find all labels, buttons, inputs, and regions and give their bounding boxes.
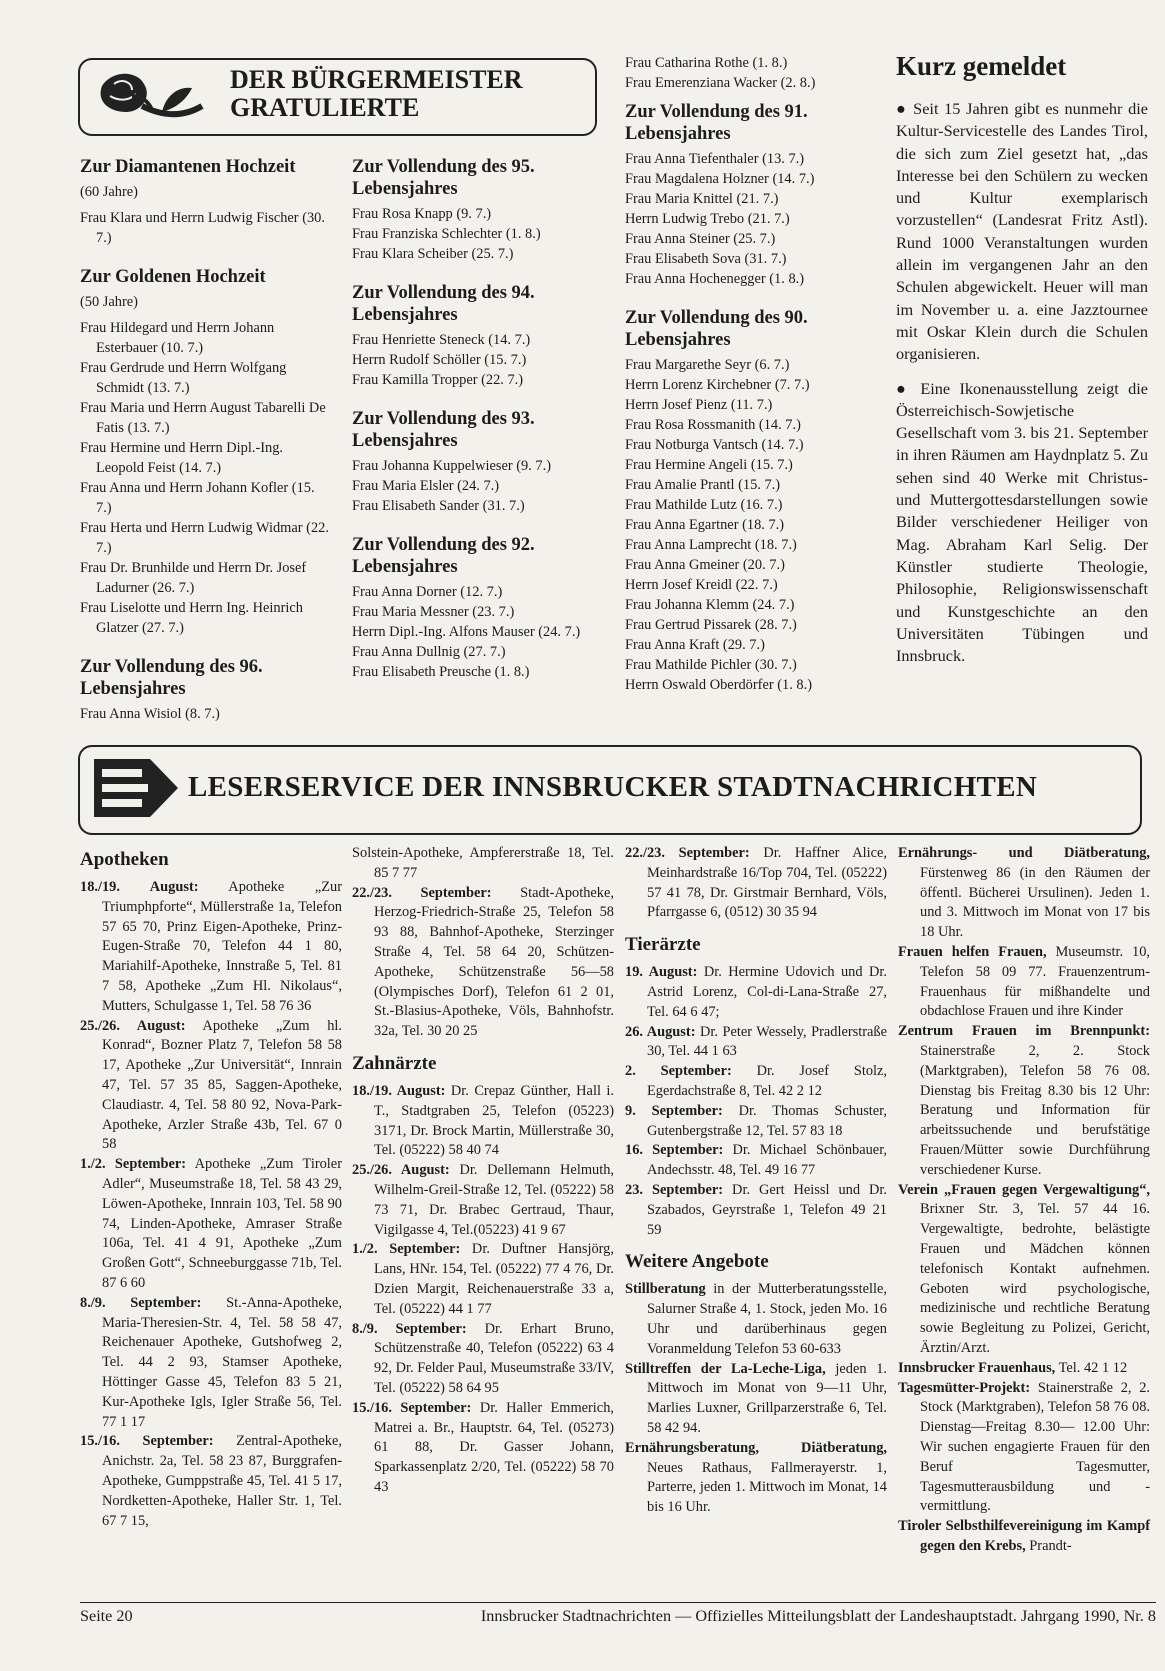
list-item: Frau Klara Scheiber (25. 7.) bbox=[352, 246, 514, 262]
entry-date: Stillberatung bbox=[625, 1281, 706, 1298]
entry-date: Zentrum Frauen im Brennpunkt: bbox=[898, 1023, 1150, 1040]
entry-date: 18./19. August: bbox=[352, 1082, 446, 1099]
list-item: Frau Anna Steiner (25. 7.) bbox=[625, 231, 776, 247]
entry-text: Dr. Haller Emmerich, Matrei a. Br., Hauptstr. 64, Tel. (05273) 61 88, Dr. Gasser Johann, Sparkassenplatz 2/20, Tel. (05222) 58 70 43 bbox=[374, 1399, 614, 1495]
list-item: Herrn Oswald Oberdörfer (1. 8.) bbox=[625, 677, 813, 693]
section-heading: Zur Vollendung des 90. Lebensjahres bbox=[625, 308, 808, 350]
list-item: Frau Anna Wisiol (8. 7.) bbox=[80, 706, 220, 722]
header-title-line2: GRATULIERTE bbox=[230, 93, 420, 122]
service-entry bbox=[80, 1155, 342, 1294]
arrow-logo-icon bbox=[92, 755, 182, 821]
entry-text: Dr. Duftner Hansjörg, Lans, HNr. 154, Tel. (05222) 77 4 76, Dr. Dzien Margit, Reichenauerstraße 33 a, Tel. (05222) 44 1 77 bbox=[374, 1241, 614, 1317]
list-item: Frau Rosa Rossmanith (14. 7.) bbox=[625, 417, 801, 433]
entry-date: 8./9. September: bbox=[80, 1294, 202, 1311]
list-item: Frau Liselotte und Herrn Ing. Heinrich Glatzer (27. 7.) bbox=[80, 600, 303, 636]
entry-text: Dr. Peter Wessely, Pradlerstraße 30, Tel. 44 1 63 bbox=[647, 1023, 887, 1060]
list-item: Frau Elisabeth Sander (31. 7.) bbox=[352, 498, 525, 514]
entry-text: Apotheke „Zur Triumphpforte“, Müllerstraße 1a, Telefon 57 65 70, Prinz Eigen-Apotheke, Prinz-Eugen-Straße 70, Telefon 44 1 80, Mariahilf-Apotheke, Innstraße 5, Tel. 81 7 58, Apotheke „Zum Hl. Nikolaus“, Mutters, Schulgasse 1, Tel. 58 76 36 bbox=[102, 879, 342, 1014]
entry-text: Dr. Michael Schönbauer, Andechsstr. 48, Tel. 49 16 77 bbox=[647, 1142, 888, 1179]
list-item: Frau Franziska Schlechter (1. 8.) bbox=[352, 226, 541, 242]
entry-date: 25./26. August: bbox=[352, 1162, 450, 1179]
list-item: Frau Hermine und Herrn Dipl.-Ing. Leopold Feist (14. 7.) bbox=[80, 440, 284, 476]
list-item: Frau Gertrud Pissarek (28. 7.) bbox=[625, 617, 797, 633]
list-item: Frau Notburga Vantsch (14. 7.) bbox=[625, 437, 804, 453]
service-column-1 bbox=[80, 838, 342, 1531]
entry-date: 22./23. September: bbox=[352, 884, 492, 901]
service-title: LESERSERVICE DER INNSBRUCKER STADTNACHRICHTEN bbox=[188, 771, 1038, 803]
service-entry bbox=[625, 1062, 887, 1102]
entry-date: 26. August: bbox=[625, 1023, 696, 1040]
service-entry bbox=[352, 1082, 614, 1161]
service-banner bbox=[78, 745, 1142, 835]
entry-date: 15./16. September: bbox=[352, 1399, 472, 1416]
service-entry bbox=[352, 1161, 614, 1240]
entry-date: 2. September: bbox=[625, 1063, 732, 1080]
service-entry bbox=[898, 1359, 1150, 1379]
entry-date: Stilltreffen der La-Leche-Liga, bbox=[625, 1360, 826, 1377]
entry-text: Apotheke „Zum Tiroler Adler“, Museumstraße 18, Tel. 58 43 29, Löwen-Apotheke, Innrain 103, Tel. 58 90 74, Linden-Apotheke, Amraser Straße 106a, Tel. 41 4 91, Apotheke „Zum Großen Gott“, Schneeburggasse 71b, Tel. 87 6 60 bbox=[102, 1156, 342, 1291]
entry-text: Fürstenweg 86 (in den Räumen der öffentl. Bücherei Ursulinen). Jeden 1. und 3. Mittwoch im Monat von 17 bis 18 Uhr. bbox=[920, 864, 1150, 941]
entry-date: Tagesmütter-Projekt: bbox=[898, 1379, 1031, 1396]
entry-date: Verein „Frauen gegen Vergewaltigung“, bbox=[898, 1181, 1150, 1198]
page-number: Seite 20 bbox=[80, 1607, 133, 1625]
entry-text: Stainerstraße 2, 2. Stock (Marktgraben), Telefon 58 76 08. Dienstag—Freitag 8.30— 12.00 Uhr: Wir suchen engagierte Frauen für den Beruf Tagesmutter, Tagesmutterausbildung und -vermittlung. bbox=[920, 1379, 1150, 1515]
entry-date: 19. August: bbox=[625, 964, 698, 981]
section-heading: Zur Vollendung des 93. Lebensjahres bbox=[352, 409, 535, 451]
service-entry bbox=[625, 1181, 887, 1240]
section-heading: Zur Vollendung des 92. Lebensjahres bbox=[352, 535, 535, 577]
service-entry bbox=[80, 1432, 342, 1531]
entry-text: Zentral-Apotheke, Anichstr. 2a, Tel. 58 23 87, Burggrafen-Apotheke, Gumppstraße 45, Tel. 41 5 17, Nordketten-Apotheke, Haller Str. 1, Tel. 67 7 15, bbox=[102, 1433, 342, 1529]
entry-date: 25./26. August: bbox=[80, 1017, 186, 1034]
list-item: Frau Anna Lamprecht (18. 7.) bbox=[625, 537, 797, 553]
entry-date: 8./9. September: bbox=[352, 1320, 467, 1337]
list-item: Herrn Josef Pienz (11. 7.) bbox=[625, 397, 773, 413]
service-entry bbox=[352, 1320, 614, 1399]
section-heading: Apotheken bbox=[80, 849, 169, 870]
column-3 bbox=[625, 53, 878, 705]
entry-text: Dr. Crepaz Günther, Hall i. T., Stadtgraben 25, Telefon (05223) 3171, Dr. Brock Martin, Müllerstraße 30, Tel. (05222) 58 40 74 bbox=[374, 1082, 614, 1159]
bullet-icon: ● bbox=[896, 378, 912, 398]
column-3-continued bbox=[625, 53, 878, 93]
list-item: Frau Maria Messner (23. 7.) bbox=[352, 604, 515, 620]
list-item: Frau Klara und Herrn Ludwig Fischer (30. 7.) bbox=[80, 210, 325, 246]
list-item: Herrn Dipl.-Ing. Alfons Mauser (24. 7.) bbox=[352, 624, 581, 640]
entry-text: Museumstr. 10, Telefon 58 09 77. Frauenzentrum-Frauenhaus für mißhandelte und obdachlose Frauen und ihre Kinder bbox=[920, 943, 1150, 1020]
list-item: Frau Herta und Herrn Ludwig Widmar (22. 7.) bbox=[80, 520, 329, 556]
list-item: Frau Margarethe Seyr (6. 7.) bbox=[625, 357, 790, 373]
kurz-title: Kurz gemeldet bbox=[896, 51, 1067, 81]
column-1 bbox=[80, 148, 333, 734]
section-heading: Zur Vollendung des 91. Lebensjahres bbox=[625, 102, 808, 144]
list-item: Frau Kamilla Tropper (22. 7.) bbox=[352, 372, 524, 388]
list-item: Frau Anna Egartner (18. 7.) bbox=[625, 517, 785, 533]
section-heading: Zur Diamantenen Hochzeit bbox=[80, 157, 296, 177]
service-column-4 bbox=[898, 844, 1150, 1557]
service-entry bbox=[80, 1294, 342, 1433]
service-entry bbox=[352, 1240, 614, 1319]
list-item: Frau Maria Elsler (24. 7.) bbox=[352, 478, 500, 494]
list-item: Frau Elisabeth Sova (31. 7.) bbox=[625, 251, 787, 267]
entry-date: Frauen helfen Frauen, bbox=[898, 943, 1047, 960]
entry-date: Ernährungsberatung, Diätberatung, bbox=[625, 1439, 887, 1456]
list-item: Frau Anna Dorner (12. 7.) bbox=[352, 584, 503, 600]
entry-date: Innsbrucker Frauenhaus, bbox=[898, 1359, 1056, 1376]
service-entry bbox=[352, 884, 614, 1042]
column-2 bbox=[352, 148, 605, 692]
service-entry bbox=[625, 1023, 887, 1063]
service-column-3 bbox=[625, 844, 887, 1518]
section-subheading: (50 Jahre) bbox=[80, 294, 138, 310]
entry-date: 1./2. September: bbox=[352, 1241, 461, 1258]
entry-text: in der Mutterberatungsstelle, Salurner Straße 4, 1. Stock, jeden Mo. 16 Uhr und darüberhinaus gegen Voranmeldung Telefon 53 60-633 bbox=[647, 1281, 887, 1357]
list-item: Frau Mathilde Pichler (30. 7.) bbox=[625, 657, 797, 673]
footer-text: Innsbrucker Stadtnachrichten — Offizielles Mitteilungsblatt der Landeshauptstadt. Jahrgang 1990, Nr. 8 bbox=[480, 1607, 1156, 1625]
list-item: Frau Gerdrude und Herrn Wolfgang Schmidt (13. 7.) bbox=[80, 360, 287, 396]
list-item: Frau Magdalena Holzner (14. 7.) bbox=[625, 171, 815, 187]
list-item: Herrn Josef Kreidl (22. 7.) bbox=[625, 577, 778, 593]
entry-text: jeden 1. Mittwoch im Monat von 9—11 Uhr, Marlies Luxner, Grillparzerstraße 6, Tel. 58 42 94. bbox=[647, 1360, 888, 1436]
entry-text: Brixner Str. 3, Tel. 57 44 16. Vergewaltigte, bedrohte, belästigte Frauen und Mädchen können telefonisch Kontakt aufnehmen. Geboten wird psychologische, medizinische und rechtliche Beratung sowie Begleitung zu Polizei, Gericht, Ärztin/Arzt. bbox=[920, 1201, 1150, 1356]
entry-text: Tel. 42 1 12 bbox=[1055, 1359, 1128, 1376]
service-entry bbox=[625, 963, 887, 1022]
entry-date: Ernährungs- und Diätberatung, bbox=[898, 845, 1150, 861]
entry-date: 18./19. August: bbox=[80, 879, 199, 895]
service-entry bbox=[352, 1399, 614, 1498]
entry-text: Dr. Haffner Alice, Meinhardstraße 16/Top 704, Tel. (05222) 57 41 78, Dr. Girstmair Bernhard, Völs, Pfarrgasse 6, (0512) 30 35 94 bbox=[647, 845, 887, 921]
entry-date: 15./16. September: bbox=[80, 1433, 214, 1450]
kurz-paragraph-2: Eine Ikonenausstellung zeigt die Österreichisch-Sowjetische Gesellschaft vom 3. bis 21. September in ihren Räumen am Haydnplatz 5. Zu sehen sind 40 Werke mit Christus- und Muttergottesdarstellungen sowie Bilder verschiedener Heiliger von Mag. Abraham Karl Selig. Der Künstler studierte Theologie, Philosophie, Religionswissenschaft und Kunstgeschichte an den Universitäten Tübingen und Innsbruck. bbox=[896, 378, 1148, 666]
service-entry bbox=[625, 1102, 887, 1142]
service-entry bbox=[898, 943, 1150, 1022]
section-heading: Zur Vollendung des 95. Lebensjahres bbox=[352, 157, 535, 199]
list-item: Frau Anna Dullnig (27. 7.) bbox=[352, 644, 506, 660]
service-entry bbox=[80, 878, 342, 1017]
entry-date: 23. September: bbox=[625, 1181, 724, 1198]
service-entry bbox=[898, 1379, 1150, 1518]
service-entry bbox=[898, 1022, 1150, 1180]
list-item: Frau Amalie Prantl (15. 7.) bbox=[625, 477, 781, 493]
list-item: Frau Johanna Klemm (24. 7.) bbox=[625, 597, 795, 613]
list-item: Herrn Rudolf Schöller (15. 7.) bbox=[352, 352, 527, 368]
list-item: Frau Maria und Herrn August Tabarelli De Fatis (13. 7.) bbox=[80, 400, 326, 436]
service-entry bbox=[625, 1360, 887, 1439]
list-item: Frau Mathilde Lutz (16. 7.) bbox=[625, 497, 783, 513]
section-subheading: (60 Jahre) bbox=[80, 184, 138, 200]
entry-text: Dr. Dellemann Helmuth, Wilhelm-Greil-Straße 12, Tel. (05222) 58 73 71, Dr. Brabec Gertraud, Thaur, Vigilgasse 4, Tel.(05223) 41 9 67 bbox=[374, 1162, 614, 1238]
entry-text: Dr. Gert Heissl und Dr. Szabados, Geyrstraße 1, Telefon 49 21 59 bbox=[647, 1181, 888, 1238]
section-heading: Zur Vollendung des 96. Lebensjahres bbox=[80, 657, 263, 699]
page-footer bbox=[80, 1602, 1156, 1626]
entry-text: Stainerstraße 2, 2. Stock (Marktgraben), Telefon 58 76 08. Dienstag bis Freitag 8.30 bis 12 Uhr: Beratung und Information für arbeitssuchende und berufstätige Frauen/Mütter sowie Durchführung verschiedener Kurse. bbox=[920, 1042, 1150, 1178]
entry-text: Dr. Hermine Udovich und Dr. Astrid Lorenz, Col-di-Lana-Straße 27, Tel. 64 6 47; bbox=[647, 964, 887, 1020]
rose-icon bbox=[92, 66, 212, 128]
entry-date: 1./2. September: bbox=[80, 1156, 187, 1173]
service-entry bbox=[625, 844, 887, 923]
list-item: Frau Catharina Rothe (1. 8.) bbox=[625, 55, 788, 71]
service-entry bbox=[898, 1517, 1150, 1557]
entry-text: Stadt-Apotheke, Herzog-Friedrich-Straße 25, Telefon 58 93 88, Bahnhof-Apotheke, Sterzinger Straße 4, Tel. 58 64 20, Schützen-Apotheke, Schützenstraße 56—58 (Olympisches Dorf), Telefon 61 2 01, St.-Blasius-Apotheke, Völs, Bahnhofstr. 32a, Tel. 30 20 25 bbox=[374, 884, 614, 1040]
entry-date: Tiroler Selbsthilfevereinigung im Kampf gegen den Krebs, bbox=[898, 1518, 1150, 1554]
list-item: Frau Henriette Steneck (14. 7.) bbox=[352, 332, 531, 348]
list-item: Frau Anna Gmeiner (20. 7.) bbox=[625, 557, 785, 573]
kurz-paragraph-1: Seit 15 Jahren gibt es nunmehr die Kultur-Servicestelle des Landes Tirol, die sich zum Ziel gesetzt hat, „das Interesse bei den Schülern zu wecken und Kultur exemplarisch vorzustellen“ (Landesrat Fritz Astl). Rund 1000 Veranstaltungen wurden allein im vergangenen Jahr an den Schulen abgewickelt. Heuer will man im November u. a. eine Jazztournee mit Oskar Klein durch die Schulen organisieren. bbox=[896, 99, 1148, 364]
section-heading: Zur Vollendung des 94. Lebensjahres bbox=[352, 283, 535, 325]
bullet-icon: ● bbox=[896, 99, 908, 118]
list-item: Frau Anna Kraft (29. 7.) bbox=[625, 637, 765, 653]
list-item: Frau Rosa Knapp (9. 7.) bbox=[352, 206, 492, 222]
service-entry bbox=[898, 844, 1150, 943]
header-title-line1: DER BÜRGERMEISTER bbox=[230, 65, 523, 94]
entry-text: Dr. Josef Stolz, Egerdachstraße 8, Tel. 42 2 12 bbox=[647, 1063, 887, 1099]
entry-text: Apotheke „Zum hl. Konrad“, Bozner Platz 7, Telefon 58 58 17, Apotheke „Zur Universität“, Innrain 47, Tel. 57 35 85, Saggen-Apotheke, Claudiastr. 4, Tel. 58 80 92, Nova-Park-Apotheke, Arzler Straße 43b, Tel. 67 0 58 bbox=[102, 1017, 342, 1153]
section-heading: Zur Goldenen Hochzeit bbox=[80, 267, 266, 287]
section-heading: Weitere Angebote bbox=[625, 1251, 769, 1273]
entry-date: 22./23. September: bbox=[625, 845, 750, 861]
service-entry bbox=[898, 1181, 1150, 1359]
service-entry bbox=[625, 1141, 887, 1181]
service-column-2 bbox=[352, 844, 614, 1498]
entry-text: Neues Rathaus, Fallmerayerstr. 1, Parterre, jeden 1. Mittwoch im Monat, 14 bis 16 Uhr. bbox=[647, 1459, 887, 1516]
list-item: Frau Dr. Brunhilde und Herrn Dr. Josef Ladurner (26. 7.) bbox=[80, 560, 307, 596]
list-item: Frau Elisabeth Preusche (1. 8.) bbox=[352, 664, 530, 680]
list-item: Herrn Ludwig Trebo (21. 7.) bbox=[625, 211, 790, 227]
list-item: Frau Maria Knittel (21. 7.) bbox=[625, 191, 779, 207]
kurz-gemeldet bbox=[896, 50, 1148, 667]
entry-text: St.-Anna-Apotheke, Maria-Theresien-Str. 4, Tel. 58 58 47, Reichenauer Apotheke, Gutshofweg 2, Tel. 44 2 93, Stamser Apotheke, Höttinger Gasse 45, Telefon 83 5 21, Kur-Apotheke Igls, Igler Straße 56, Tel. 77 1 17 bbox=[102, 1294, 342, 1430]
entry-date: 16. September: bbox=[625, 1142, 724, 1159]
list-item: Herrn Lorenz Kirchebner (7. 7.) bbox=[625, 377, 810, 393]
section-heading: Tierärzte bbox=[625, 934, 701, 956]
list-item: Frau Emerenziana Wacker (2. 8.) bbox=[625, 75, 816, 91]
header-box bbox=[78, 58, 597, 136]
list-item: Frau Anna und Herrn Johann Kofler (15. 7.) bbox=[80, 480, 315, 516]
list-item: Frau Hermine Angeli (15. 7.) bbox=[625, 457, 793, 473]
service-entry bbox=[625, 1280, 887, 1359]
entry-text: Dr. Erhart Bruno, Schützenstraße 40, Telefon (05222) 63 4 92, Dr. Felder Paul, Museumstraße 33/IV, Tel. (05222) 58 64 95 bbox=[374, 1320, 614, 1396]
list-item: Frau Anna Tiefenthaler (13. 7.) bbox=[625, 151, 805, 167]
service-entry: Solstein-Apotheke, Ampfererstraße 18, Tel. 85 7 77 bbox=[352, 845, 614, 881]
entry-text: Dr. Thomas Schuster, Gutenbergstraße 12, Tel. 57 83 18 bbox=[647, 1102, 887, 1139]
section-heading: Zahnärzte bbox=[352, 1052, 437, 1074]
list-item: Frau Johanna Kuppelwieser (9. 7.) bbox=[352, 458, 552, 474]
service-entry bbox=[625, 1439, 887, 1518]
list-item: Frau Anna Hochenegger (1. 8.) bbox=[625, 271, 805, 287]
entry-date: 9. September: bbox=[625, 1102, 723, 1119]
service-entry bbox=[80, 1017, 342, 1156]
list-item: Frau Hildegard und Herrn Johann Esterbauer (10. 7.) bbox=[80, 320, 275, 356]
entry-text: Prandt- bbox=[1025, 1537, 1072, 1554]
